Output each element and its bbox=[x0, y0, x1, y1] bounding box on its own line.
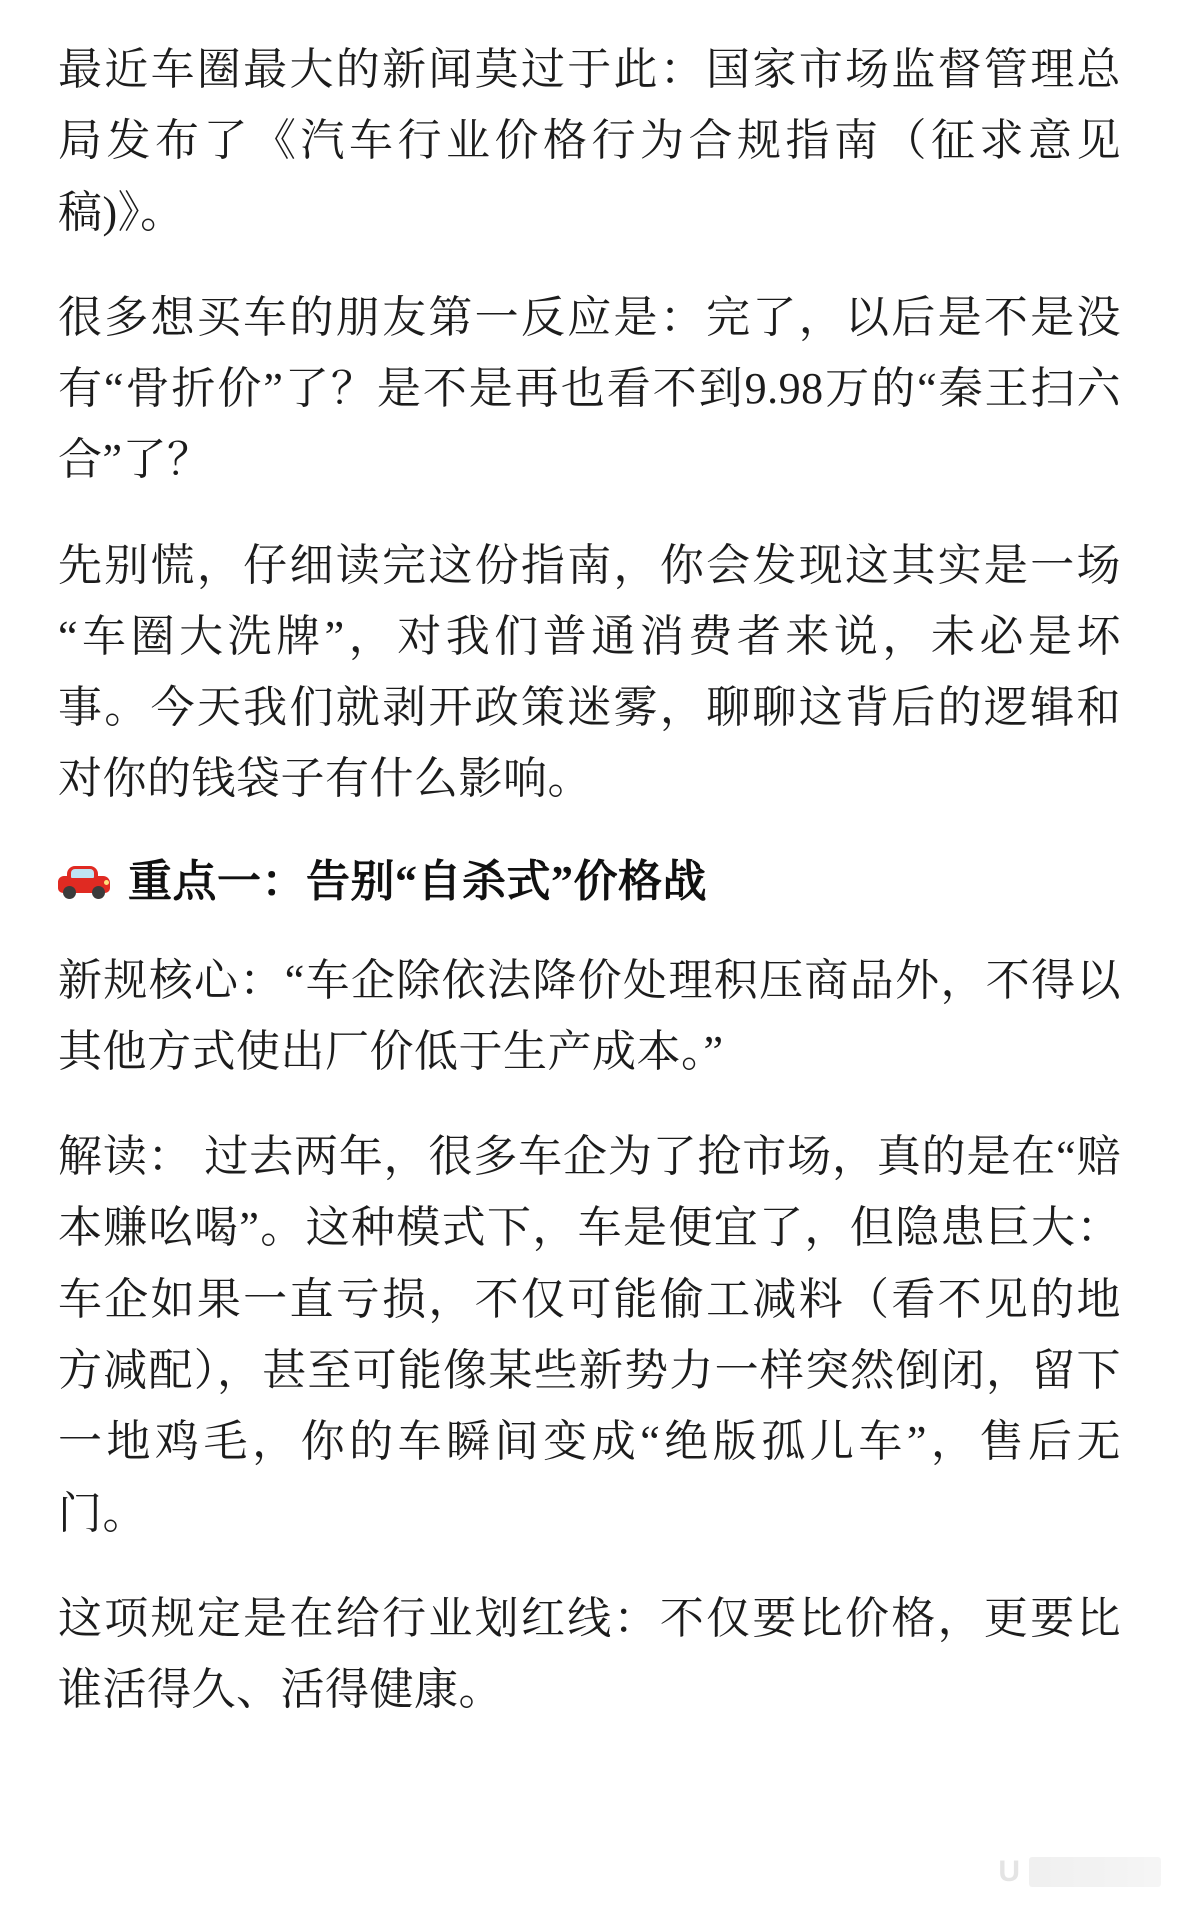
paragraph-reaction: 很多想买车的朋友第一反应是：完了，以后是不是没有“骨折价”了？是不是再也看不到9.98万的“秦王扫六合”了？ bbox=[58, 292, 1121, 485]
paragraph-red-line: 这项规定是在给行业划红线：不仅要比价格，更要比谁活得久、活得健康。 bbox=[58, 1593, 1121, 1715]
paragraph-analysis-intro: 先别慌，仔细读完这份指南，你会发现这其实是一场“车圈大洗牌”，对我们普通消费者来说，未必是坏事。今天我们就剥开政策迷雾，聊聊这背后的逻辑和对你的钱袋子有什么影响。 bbox=[58, 540, 1121, 804]
watermark bbox=[998, 1855, 1161, 1889]
paragraph-intro: 最近车圈最大的新闻莫过于此：国家市场监督管理总局发布了《汽车行业价格行为合规指南（征求意见稿)》。 bbox=[58, 45, 1121, 237]
section-heading-text: 重点一：告别“自杀式”价格战 bbox=[128, 856, 707, 906]
car-icon bbox=[58, 865, 110, 899]
paragraph-rule-core: 新规核心：“车企除依法降价处理积压商品外，不得以其他方式使出厂价低于生产成本。” bbox=[58, 955, 1121, 1076]
paragraph-interpretation: 解读： 过去两年，很多车企为了抢市场，真的是在“赔本赚吆喝”。这种模式下，车是便宜了，但隐患巨大：车企如果一直亏损，不仅可能偷工减料（看不见的地方减配），甚至可能像某些新势力一样突然倒闭，留下一地鸡毛，你的车瞬间变成“绝版孤儿车”，售后无门。 bbox=[58, 1132, 1121, 1538]
watermark-bar bbox=[1029, 1857, 1161, 1887]
watermark-logo: U bbox=[998, 1855, 1021, 1888]
section-heading-price-war bbox=[58, 849, 1121, 915]
